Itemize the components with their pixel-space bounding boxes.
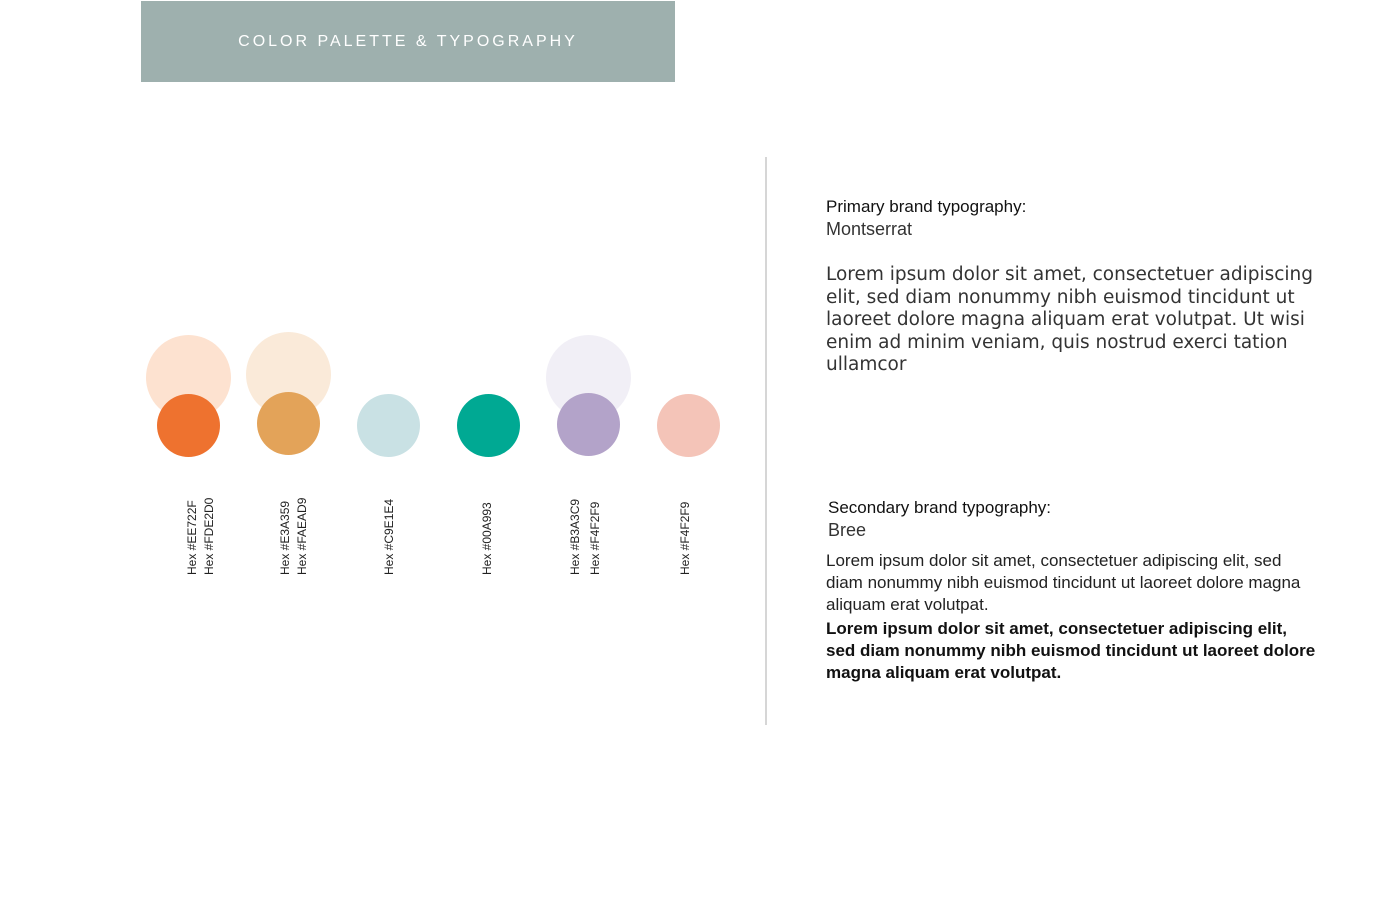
hex-label: Hex #FDE2D0 [202,497,216,575]
hex-label: Hex #E3A359 [278,500,292,575]
hex-label: Hex #B3A3C9 [568,498,582,575]
secondary-sample-bold: Lorem ipsum dolor sit amet, consectetuer adipiscing elit, sed diam nonummy nibh euismod tincidunt ut laoreet dolore magna aliquam erat volutpat. [826,619,1316,682]
secondary-samples [826,550,1316,684]
swatch-main-6 [657,394,720,457]
secondary-font-name: Bree [828,520,867,540]
hex-label: Hex #F4F2F9 [588,501,602,575]
hex-label: Hex #F4F2F9 [678,501,692,575]
hex-label: Hex #00A993 [480,502,494,575]
primary-font-name: Montserrat [826,219,913,239]
hex-label: Hex #FAEAD9 [295,497,309,575]
secondary-typography-heading: Secondary brand typography: [828,498,1052,517]
primary-typography-heading: Primary brand typography: [826,197,1027,216]
primary-typography-section [826,196,1316,377]
primary-sample-text: Lorem ipsum dolor sit amet, consectetuer adipiscing elit, sed diam nonummy nibh euismod tincidunt ut laoreet dolore magna aliquam erat volutpat. Ut wisi enim ad minim veniam, quis nostrud exerci tation ullamcor [826,264,1314,375]
swatch-main-5 [557,393,620,456]
hex-label: Hex #EE722F [185,500,199,575]
page-title: COLOR PALETTE & TYPOGRAPHY [238,32,578,50]
swatch-main-2 [257,392,320,455]
vertical-divider [765,157,767,725]
secondary-typography-section [828,497,1318,541]
secondary-sample-regular: Lorem ipsum dolor sit amet, consectetuer adipiscing elit, sed diam nonummy nibh euismod tincidunt ut laoreet dolore magna aliquam erat volutpat. [826,551,1301,614]
hex-label: Hex #C9E1E4 [382,498,396,575]
swatch-main-3 [357,394,420,457]
swatch-main-1 [157,394,220,457]
swatch-main-4 [457,394,520,457]
